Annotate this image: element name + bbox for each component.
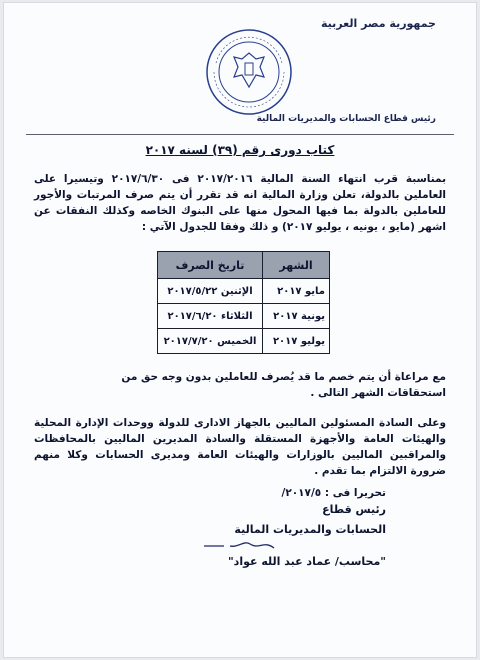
republic-header: جمهورية مصر العربية (321, 17, 436, 30)
table-row (158, 329, 330, 354)
table-row (158, 304, 330, 329)
ministry-of-finance-emblem-icon (204, 27, 294, 117)
body-paragraph-1: بمناسبة قرب انتهاء السنة المالية ٢٠١٧/٢٠١٦ فى ٢٠١٧/٦/٣٠ وتيسيرا على العاملين بالدولة، تعلن وزارة المالية انه قد تقرر أن يتم صرف المرتبات والأجور للعاملين بالدولة بما فيها المحول منها على البنوك الخاصه وكذلك النفقات عن اشهر (مايو ، يونيه ، يوليو ٢٠١٧) و ذلك وفقا للجدول الآتي : (34, 173, 447, 233)
header-payment-date: تاريخ الصرف (158, 252, 263, 279)
row-month: مايو ٢٠١٧ (263, 279, 330, 304)
row-month: يوليو ٢٠١٧ (263, 329, 330, 354)
circular-title: كتاب دورى رقم (٣٩) لسنه ٢٠١٧ (145, 143, 335, 157)
document-page (3, 2, 477, 658)
row-month: يونية ٢٠١٧ (263, 304, 330, 329)
payment-schedule-table (157, 251, 330, 354)
header-month: الشهر (263, 252, 330, 279)
table-row (158, 279, 330, 304)
issue-date: تحريرا فى : ٢٠١٧/٥/ (281, 487, 386, 499)
row-date: الخميس ٢٠١٧/٧/٢٠ (158, 329, 263, 354)
body-paragraph-3: وعلى السادة المسئولين الماليين بالجهاز الادارى للدولة ووحدات الإدارة المحلية والهيئات العامة والأجهزة المستقلة والسادة المديرين الماليين بالمحافظات والمراقبين الماليين بالوزارات والهيئات العامة ومديرى الحسابات وكلا منهم ضرورة الالتزام بما تقدم . (34, 417, 446, 477)
signatory-title: رئيس قطاع (322, 503, 386, 516)
signatory-name: "محاسب/ عماد عبد الله عواد" (227, 555, 386, 568)
table-header-row (158, 252, 330, 279)
sector-header: رئيس قطاع الحسابات والمديريات المالية (256, 114, 436, 124)
handwritten-signature-icon (164, 534, 314, 554)
body-paragraph-2: مع مراعاة أن يتم خصم ما قد يُصرف للعاملين بدون وجه حق من استحقاقات الشهر التالى . (121, 371, 446, 399)
row-date: الثلاثاء ٢٠١٧/٦/٢٠ (158, 304, 263, 329)
row-date: الإثنين ٢٠١٧/٥/٢٢ (158, 279, 263, 304)
signatory-department: الحسابات والمديريات المالية (234, 523, 386, 536)
header-divider (26, 134, 454, 135)
